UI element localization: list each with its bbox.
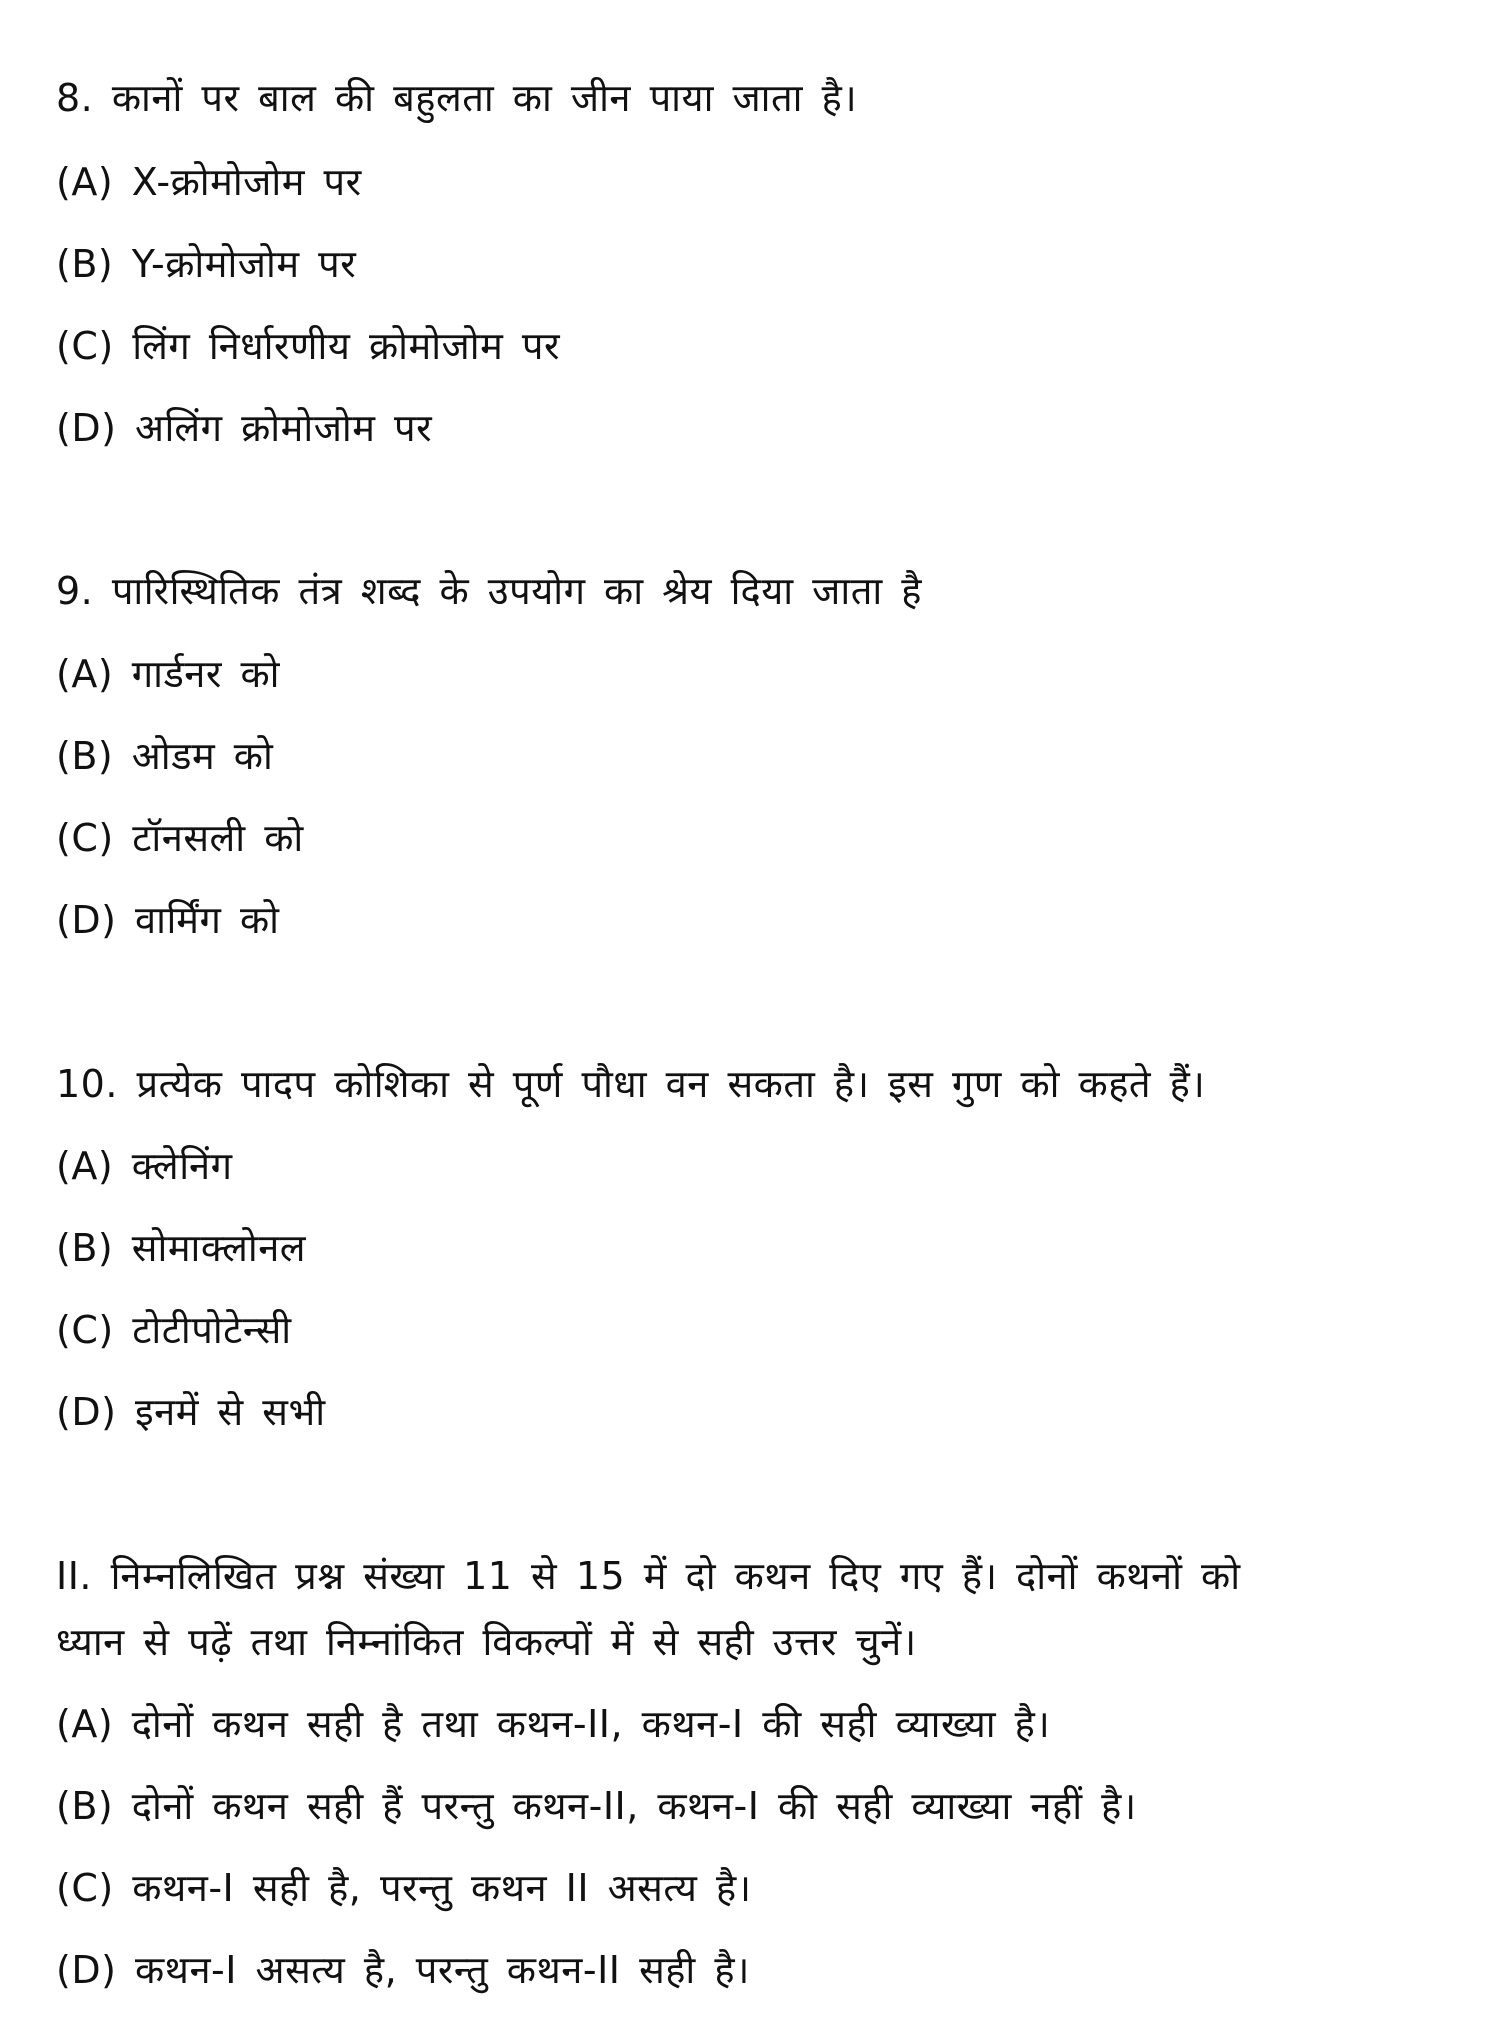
section-option-a: (A) दोनों कथन सही है तथा कथन-II, कथन-I की सही व्याख्या है। [56,1702,1051,1746]
section-intro-line-2: ध्यान से पढ़ें तथा निम्नांकित विकल्पों में से सही उत्तर चुनें। [56,1620,917,1664]
question-9-stem: 9. पारिस्थितिक तंत्र शब्द के उपयोग का श्रेय दिया जाता है [56,569,922,613]
section-intro-line-1: II. निम्नलिखित प्रश्न संख्या 11 से 15 में दो कथन दिए गए हैं। दोनों कथनों को [56,1554,1241,1598]
question-10-option-b: (B) सोमाक्लोनल [56,1226,307,1270]
question-8-option-c: (C) लिंग निर्धारणीय क्रोमोजोम पर [56,324,561,368]
question-8-option-b: (B) Y-क्रोमोजोम पर [56,242,357,286]
question-10-option-d: (D) इनमें से सभी [56,1390,326,1434]
question-9-option-c: (C) टॉनसली को [56,816,304,860]
section-option-c: (C) कथन-I सही है, परन्तु कथन II असत्य है। [56,1866,752,1910]
question-9-option-d: (D) वार्मिंग को [56,898,280,942]
section-option-d: (D) कथन-I असत्य है, परन्तु कथन-II सही है। [56,1948,750,1992]
question-9-option-b: (B) ओडम को [56,734,274,778]
question-9-option-a: (A) गार्डनर को [56,652,281,696]
section-option-b: (B) दोनों कथन सही हैं परन्तु कथन-II, कथन-I की सही व्याख्या नहीं है। [56,1784,1137,1828]
question-10-stem: 10. प्रत्येक पादप कोशिका से पूर्ण पौधा वन सकता है। इस गुण को कहते हैं। [56,1062,1206,1106]
question-8-stem: 8. कानों पर बाल की बहुलता का जीन पाया जाता है। [56,76,858,120]
question-8-option-a: (A) X-क्रोमोजोम पर [56,160,362,204]
question-10-option-c: (C) टोटीपोटेन्सी [56,1308,292,1352]
question-8-option-d: (D) अलिंग क्रोमोजोम पर [56,406,433,450]
question-10-option-a: (A) क्लेनिंग [56,1144,233,1188]
